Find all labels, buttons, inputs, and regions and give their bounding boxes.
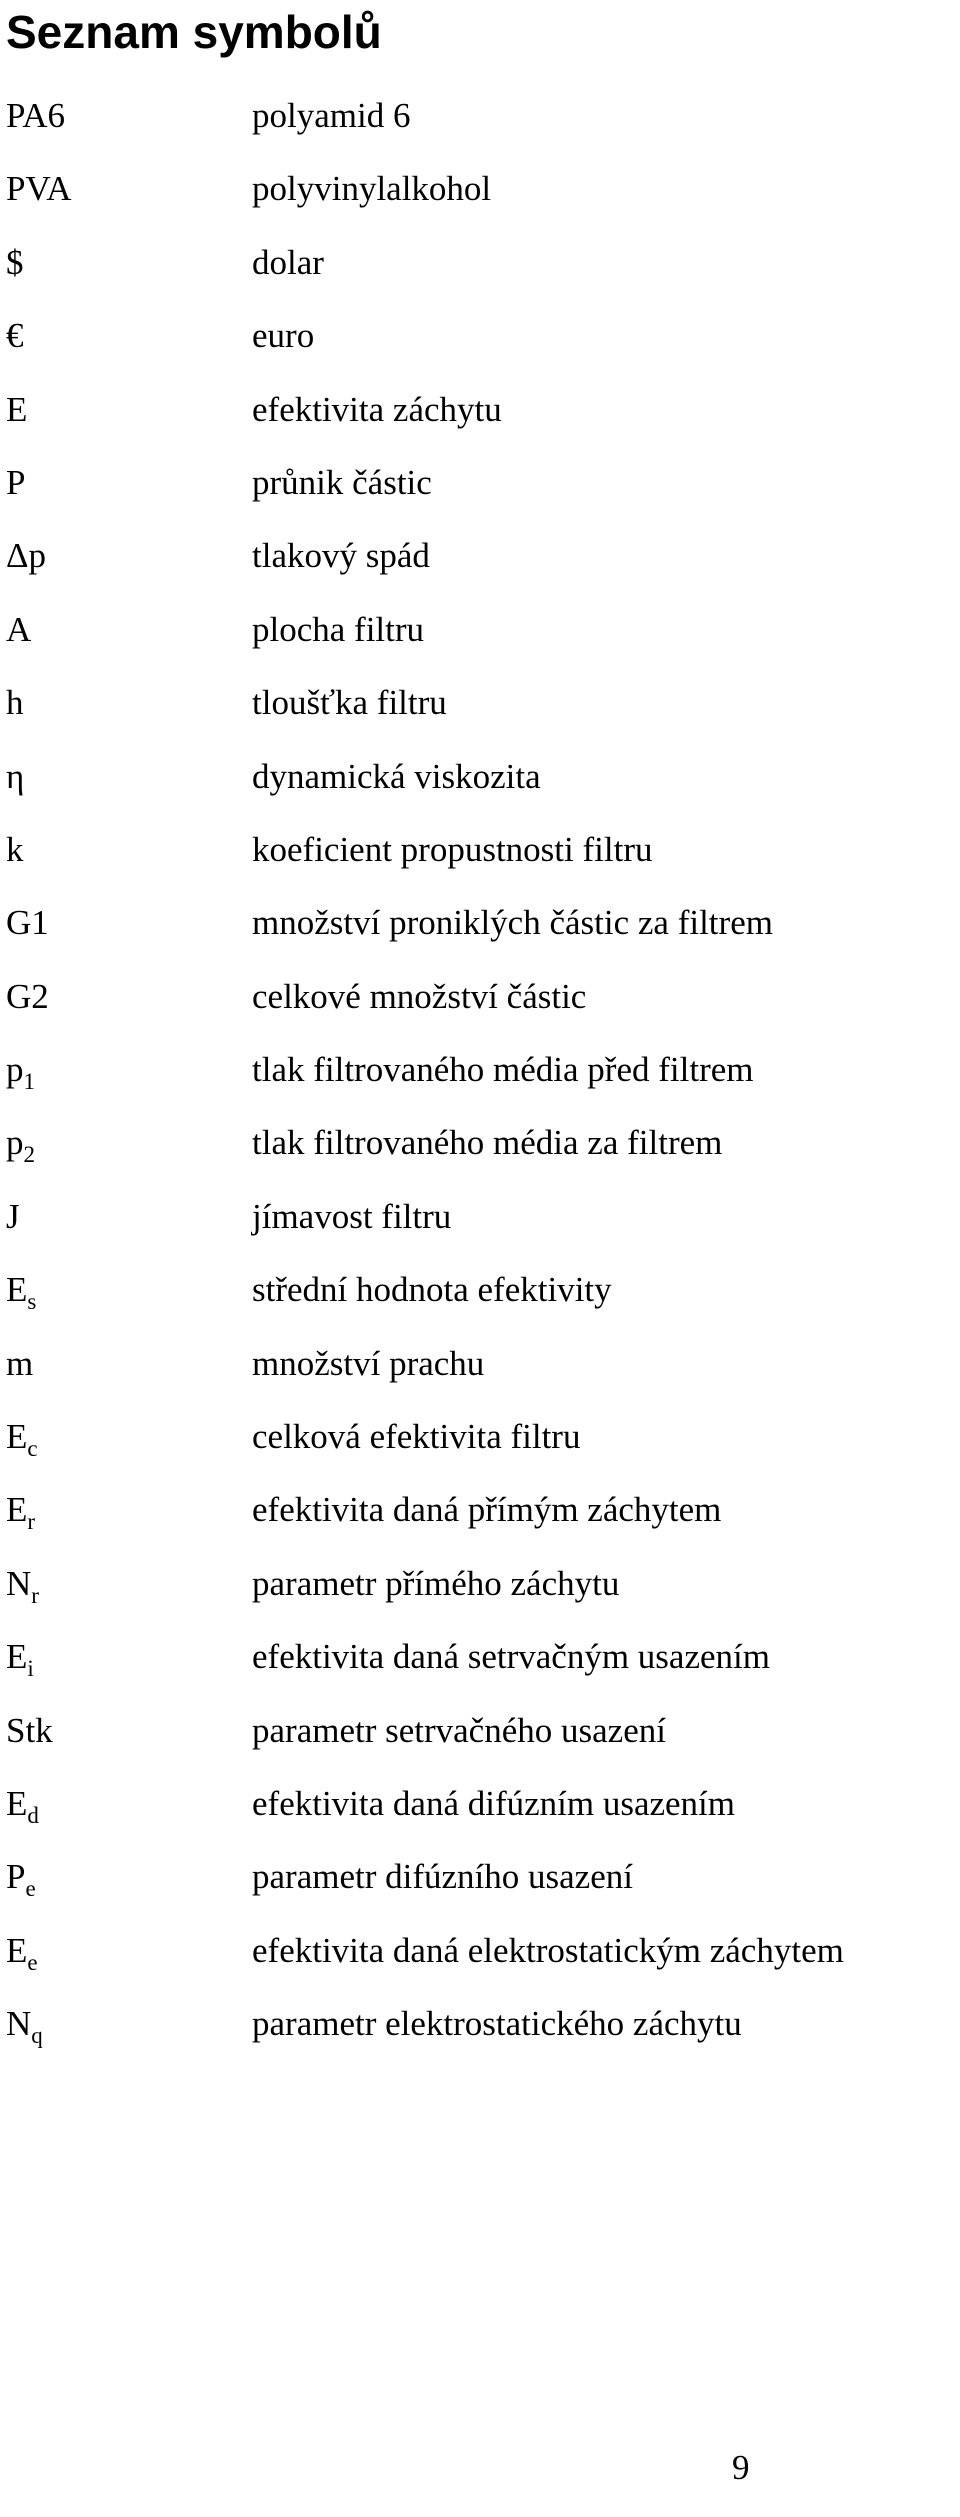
symbol-base: G1 (6, 903, 49, 943)
symbol-row (0, 1417, 960, 1490)
symbol (6, 169, 72, 209)
symbol-meaning: efektivita daná setrvačným usazením (252, 1637, 770, 1677)
symbol-base: G2 (6, 976, 49, 1016)
symbol (6, 2004, 43, 2048)
symbol-meaning: jímavost filtru (252, 1196, 452, 1236)
symbol-row (0, 1270, 960, 1343)
symbol-row (0, 1784, 960, 1857)
symbol-base: PVA (6, 169, 72, 209)
symbol-base: k (6, 829, 24, 869)
symbol (6, 536, 46, 576)
symbol-row (0, 536, 960, 609)
symbol-base: E (6, 1490, 28, 1530)
symbol (6, 610, 31, 650)
symbol-base: E (6, 1930, 28, 1970)
page-title: Seznam symbolů (6, 6, 382, 58)
symbol-base: P (6, 462, 26, 502)
symbol-base: E (6, 1417, 28, 1457)
symbol-row (0, 977, 960, 1050)
symbol (6, 243, 24, 283)
symbol-base: J (6, 1196, 20, 1236)
symbol-subscript: c (27, 1436, 38, 1462)
symbol-base: N (6, 2004, 32, 2044)
symbol-base: PA6 (6, 96, 66, 135)
symbol-row (0, 1564, 960, 1637)
symbol-subscript: 1 (23, 1069, 35, 1095)
symbol (6, 683, 24, 723)
symbol-subscript: r (27, 1509, 36, 1535)
symbol-row (0, 757, 960, 830)
symbol-base: A (6, 609, 32, 649)
symbol-meaning: dolar (252, 242, 324, 282)
symbol-row (0, 830, 960, 903)
symbol-subscript: s (27, 1289, 37, 1315)
symbol-meaning: parametr přímého záchytu (252, 1563, 620, 1603)
symbol (6, 830, 24, 870)
symbol-row (0, 1711, 960, 1784)
symbol-base: Δp (6, 536, 47, 576)
symbol-base: $ (6, 242, 24, 282)
symbol-row (0, 1490, 960, 1563)
symbol (6, 1344, 33, 1384)
symbol-base: Stk (6, 1710, 53, 1750)
symbol-base: p (6, 1050, 24, 1090)
symbol (6, 1564, 39, 1608)
symbol-base: P (6, 1857, 26, 1897)
symbol-meaning: parametr setrvačného usazení (252, 1710, 666, 1750)
symbol (6, 390, 27, 430)
symbol-meaning: dynamická viskozita (252, 756, 541, 796)
symbol-meaning: polyvinylalkohol (252, 169, 492, 209)
symbol-row (0, 1050, 960, 1123)
symbol (6, 463, 25, 503)
symbol-row (0, 2004, 960, 2077)
symbol (6, 1050, 35, 1094)
symbol-subscript: 2 (23, 1142, 35, 1168)
symbol-meaning: koeficient propustnosti filtru (252, 829, 653, 869)
symbol-base: E (6, 1783, 28, 1823)
symbol-base: h (6, 683, 24, 723)
symbol (6, 1857, 36, 1901)
symbol-meaning: tlak filtrovaného média za filtrem (252, 1123, 723, 1163)
symbol-base: € (6, 316, 24, 356)
symbol-row (0, 1637, 960, 1710)
symbol-row (0, 390, 960, 463)
symbol-base: η (6, 756, 25, 796)
symbol-row (0, 903, 960, 976)
symbol-row (0, 610, 960, 683)
symbol-base: E (6, 1270, 28, 1310)
symbol-base: m (6, 1343, 34, 1383)
symbol-row (0, 683, 960, 756)
symbol-base: N (6, 1563, 32, 1603)
symbol (6, 1490, 35, 1534)
symbol-meaning: polyamid 6 (252, 96, 411, 135)
symbol (6, 316, 24, 356)
page-number: 9 (732, 2448, 750, 2487)
symbol (6, 1784, 39, 1828)
symbol-base: E (6, 1637, 28, 1677)
symbol-base: p (6, 1123, 24, 1163)
symbol-row (0, 1197, 960, 1270)
symbol (6, 1197, 20, 1237)
symbol-meaning: parametr elektrostatického záchytu (252, 2004, 742, 2044)
symbol-meaning: celková efektivita filtru (252, 1417, 581, 1457)
symbol (6, 1270, 36, 1314)
symbol-meaning: celkové množství částic (252, 976, 587, 1016)
symbol-row (0, 243, 960, 316)
symbol-meaning: množství proniklých částic za filtrem (252, 903, 773, 943)
symbol-meaning: efektivita záchytu (252, 389, 502, 429)
symbol (6, 903, 49, 943)
symbol-meaning: efektivita daná přímým záchytem (252, 1490, 722, 1530)
symbol-row (0, 1123, 960, 1196)
symbol-meaning: efektivita daná elektrostatickým záchytem (252, 1930, 844, 1970)
symbol-subscript: r (31, 1582, 39, 1608)
symbol (6, 1123, 35, 1167)
symbol-meaning: euro (252, 316, 315, 356)
symbol-meaning: tloušťka filtru (252, 683, 447, 723)
symbol (6, 1417, 38, 1461)
symbol-subscript: q (31, 2023, 43, 2049)
symbol-row (0, 1931, 960, 2004)
symbol (6, 757, 24, 797)
symbol (6, 1711, 53, 1751)
symbol-list (0, 96, 960, 2078)
symbol-row (0, 1857, 960, 1930)
symbol-meaning: množství prachu (252, 1343, 485, 1383)
symbol-subscript: i (27, 1656, 34, 1682)
symbol-meaning: efektivita daná difúzním usazením (252, 1783, 736, 1823)
symbol-row (0, 316, 960, 389)
symbol-subscript: e (25, 1876, 36, 1902)
symbol-subscript: d (27, 1802, 39, 1828)
symbol (6, 96, 65, 136)
symbol-meaning: tlak filtrovaného média před filtrem (252, 1050, 754, 1090)
symbol-row (0, 463, 960, 536)
symbol (6, 977, 49, 1017)
symbol-row (0, 1344, 960, 1417)
symbol-meaning: tlakový spád (252, 536, 430, 576)
symbol-row (0, 169, 960, 242)
symbol-meaning: plocha filtru (252, 609, 425, 649)
symbol-subscript: e (27, 1949, 38, 1975)
symbol-meaning: parametr difúzního usazení (252, 1857, 633, 1897)
symbol-meaning: střední hodnota efektivity (252, 1270, 612, 1310)
symbol-meaning: průnik částic (252, 462, 432, 502)
symbol (6, 1637, 34, 1681)
symbol (6, 1931, 38, 1975)
symbol-base: E (6, 389, 28, 429)
symbol-row (0, 96, 960, 169)
